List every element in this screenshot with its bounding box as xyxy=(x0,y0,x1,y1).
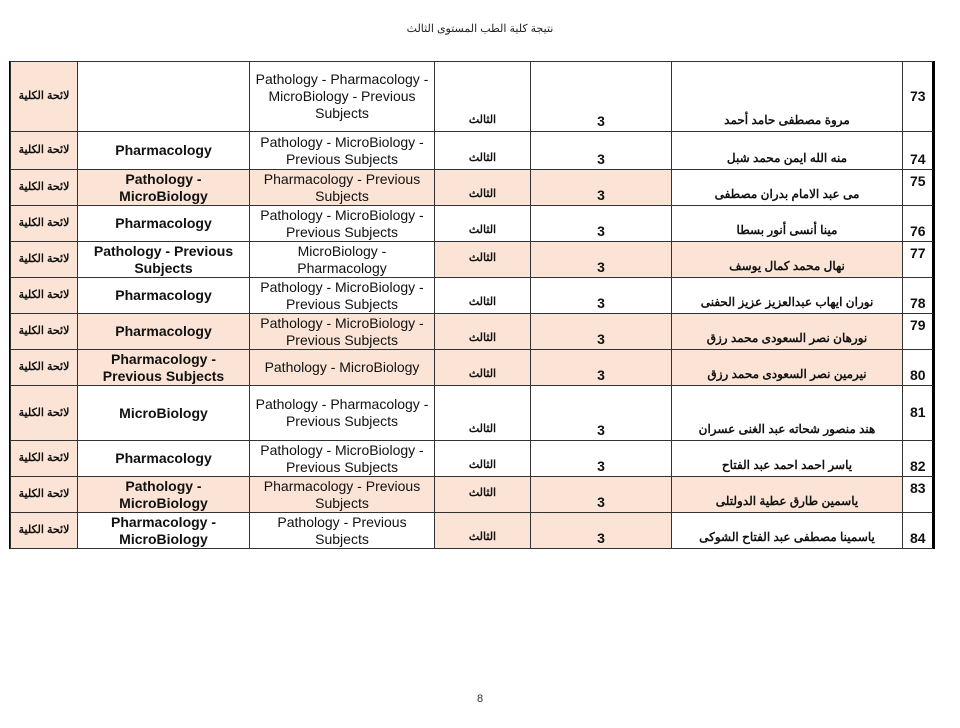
page-number: 8 xyxy=(476,693,484,705)
level-cell: الثالث xyxy=(435,206,531,242)
student-name-cell: هند منصور شحاته عبد الغنى عسران xyxy=(672,386,903,441)
subjects-cell: Pathology - MicroBiology - Previous Subjects xyxy=(250,278,435,314)
table-row xyxy=(11,314,933,350)
student-name-cell: نيرمين نصر السعودى محمد رزق xyxy=(672,350,903,386)
grade-cell: 3 xyxy=(531,477,672,513)
regulation-cell: لائحة الكلية xyxy=(11,242,78,278)
level-cell: الثالث xyxy=(435,386,531,441)
subjects-cell: Pathology - MicroBiology xyxy=(250,350,435,386)
failed-subjects-cell xyxy=(78,62,250,132)
grade-cell: 3 xyxy=(531,242,672,278)
row-number-cell: 78 xyxy=(903,278,933,314)
level-cell: الثالث xyxy=(435,278,531,314)
student-name-cell: نهال محمد كمال يوسف xyxy=(672,242,903,278)
row-number-cell: 84 xyxy=(903,513,933,549)
table-row xyxy=(11,513,933,549)
regulation-cell: لائحة الكلية xyxy=(11,170,78,206)
regulation-cell: لائحة الكلية xyxy=(11,206,78,242)
grade-cell: 3 xyxy=(531,132,672,170)
regulation-cell: لائحة الكلية xyxy=(11,477,78,513)
subjects-cell: Pathology - MicroBiology - Previous Subjects xyxy=(250,206,435,242)
student-name-cell: مى عبد الامام بدران مصطفى xyxy=(672,170,903,206)
student-name-cell: ياسمين طارق عطية الدولتلى xyxy=(672,477,903,513)
row-number-cell: 75 xyxy=(903,170,933,206)
level-cell: الثالث xyxy=(435,441,531,477)
row-number-cell: 83 xyxy=(903,477,933,513)
failed-subjects-cell: Pharmacology xyxy=(78,132,250,170)
table-row xyxy=(11,170,933,206)
subjects-cell: Pharmacology - Previous Subjects xyxy=(250,170,435,206)
subjects-cell: Pathology - MicroBiology - Previous Subjects xyxy=(250,132,435,170)
table-row xyxy=(11,386,933,441)
subjects-cell: MicroBiology - Pharmacology xyxy=(250,242,435,278)
row-number-cell: 79 xyxy=(903,314,933,350)
level-cell: الثالث xyxy=(435,477,531,513)
regulation-cell: لائحة الكلية xyxy=(11,386,78,441)
failed-subjects-cell: Pathology - MicroBiology xyxy=(78,170,250,206)
page-title: نتيجة كلية الطب المستوى الثالث xyxy=(406,23,554,35)
failed-subjects-cell: Pharmacology xyxy=(78,441,250,477)
level-cell: الثالث xyxy=(435,242,531,278)
grade-cell: 3 xyxy=(531,513,672,549)
table-row xyxy=(11,278,933,314)
row-number-cell: 81 xyxy=(903,386,933,441)
grade-cell: 3 xyxy=(531,278,672,314)
subjects-cell: Pathology - Pharmacology - MicroBiology - Previous Subjects xyxy=(250,62,435,132)
regulation-cell: لائحة الكلية xyxy=(11,62,78,132)
failed-subjects-cell: Pharmacology - MicroBiology xyxy=(78,513,250,549)
level-cell: الثالث xyxy=(435,170,531,206)
table-row xyxy=(11,206,933,242)
grade-cell: 3 xyxy=(531,350,672,386)
regulation-cell: لائحة الكلية xyxy=(11,513,78,549)
level-cell: الثالث xyxy=(435,132,531,170)
level-cell: الثالث xyxy=(435,513,531,549)
regulation-cell: لائحة الكلية xyxy=(11,441,78,477)
table-row xyxy=(11,62,933,132)
regulation-cell: لائحة الكلية xyxy=(11,278,78,314)
student-name-cell: منه الله ايمن محمد شبل xyxy=(672,132,903,170)
grade-cell: 3 xyxy=(531,170,672,206)
student-name-cell: مينا أنسى أنور بسطا xyxy=(672,206,903,242)
regulation-cell: لائحة الكلية xyxy=(11,350,78,386)
failed-subjects-cell: Pathology - MicroBiology xyxy=(78,477,250,513)
level-cell: الثالث xyxy=(435,62,531,132)
failed-subjects-cell: Pharmacology xyxy=(78,314,250,350)
grade-cell: 3 xyxy=(531,441,672,477)
grade-cell: 3 xyxy=(531,206,672,242)
row-number-cell: 74 xyxy=(903,132,933,170)
failed-subjects-cell: Pharmacology - Previous Subjects xyxy=(78,350,250,386)
row-number-cell: 73 xyxy=(903,62,933,132)
row-number-cell: 77 xyxy=(903,242,933,278)
row-number-cell: 80 xyxy=(903,350,933,386)
subjects-cell: Pathology - MicroBiology - Previous Subjects xyxy=(250,441,435,477)
failed-subjects-cell: Pharmacology xyxy=(78,278,250,314)
grade-cell: 3 xyxy=(531,62,672,132)
results-table xyxy=(10,61,935,549)
table-row xyxy=(11,350,933,386)
regulation-cell: لائحة الكلية xyxy=(11,132,78,170)
failed-subjects-cell: Pharmacology xyxy=(78,206,250,242)
row-number-cell: 82 xyxy=(903,441,933,477)
failed-subjects-cell: Pathology - Previous Subjects xyxy=(78,242,250,278)
level-cell: الثالث xyxy=(435,350,531,386)
grade-cell: 3 xyxy=(531,386,672,441)
table-row xyxy=(11,441,933,477)
student-name-cell: نورهان نصر السعودى محمد رزق xyxy=(672,314,903,350)
table-row xyxy=(11,242,933,278)
student-name-cell: ياسمينا مصطفى عبد الفتاح الشوكى xyxy=(672,513,903,549)
student-name-cell: ياسر احمد احمد عبد الفتاح xyxy=(672,441,903,477)
subjects-cell: Pathology - MicroBiology - Previous Subjects xyxy=(250,314,435,350)
grade-cell: 3 xyxy=(531,314,672,350)
table-row xyxy=(11,132,933,170)
subjects-cell: Pathology - Pharmacology - Previous Subjects xyxy=(250,386,435,441)
subjects-cell: Pathology - Previous Subjects xyxy=(250,513,435,549)
regulation-cell: لائحة الكلية xyxy=(11,314,78,350)
level-cell: الثالث xyxy=(435,314,531,350)
student-name-cell: نوران ايهاب عبدالعزيز عزيز الحفنى xyxy=(672,278,903,314)
row-number-cell: 76 xyxy=(903,206,933,242)
subjects-cell: Pharmacology - Previous Subjects xyxy=(250,477,435,513)
failed-subjects-cell: MicroBiology xyxy=(78,386,250,441)
table-row xyxy=(11,477,933,513)
student-name-cell: مروة مصطفى حامد أحمد xyxy=(672,62,903,132)
